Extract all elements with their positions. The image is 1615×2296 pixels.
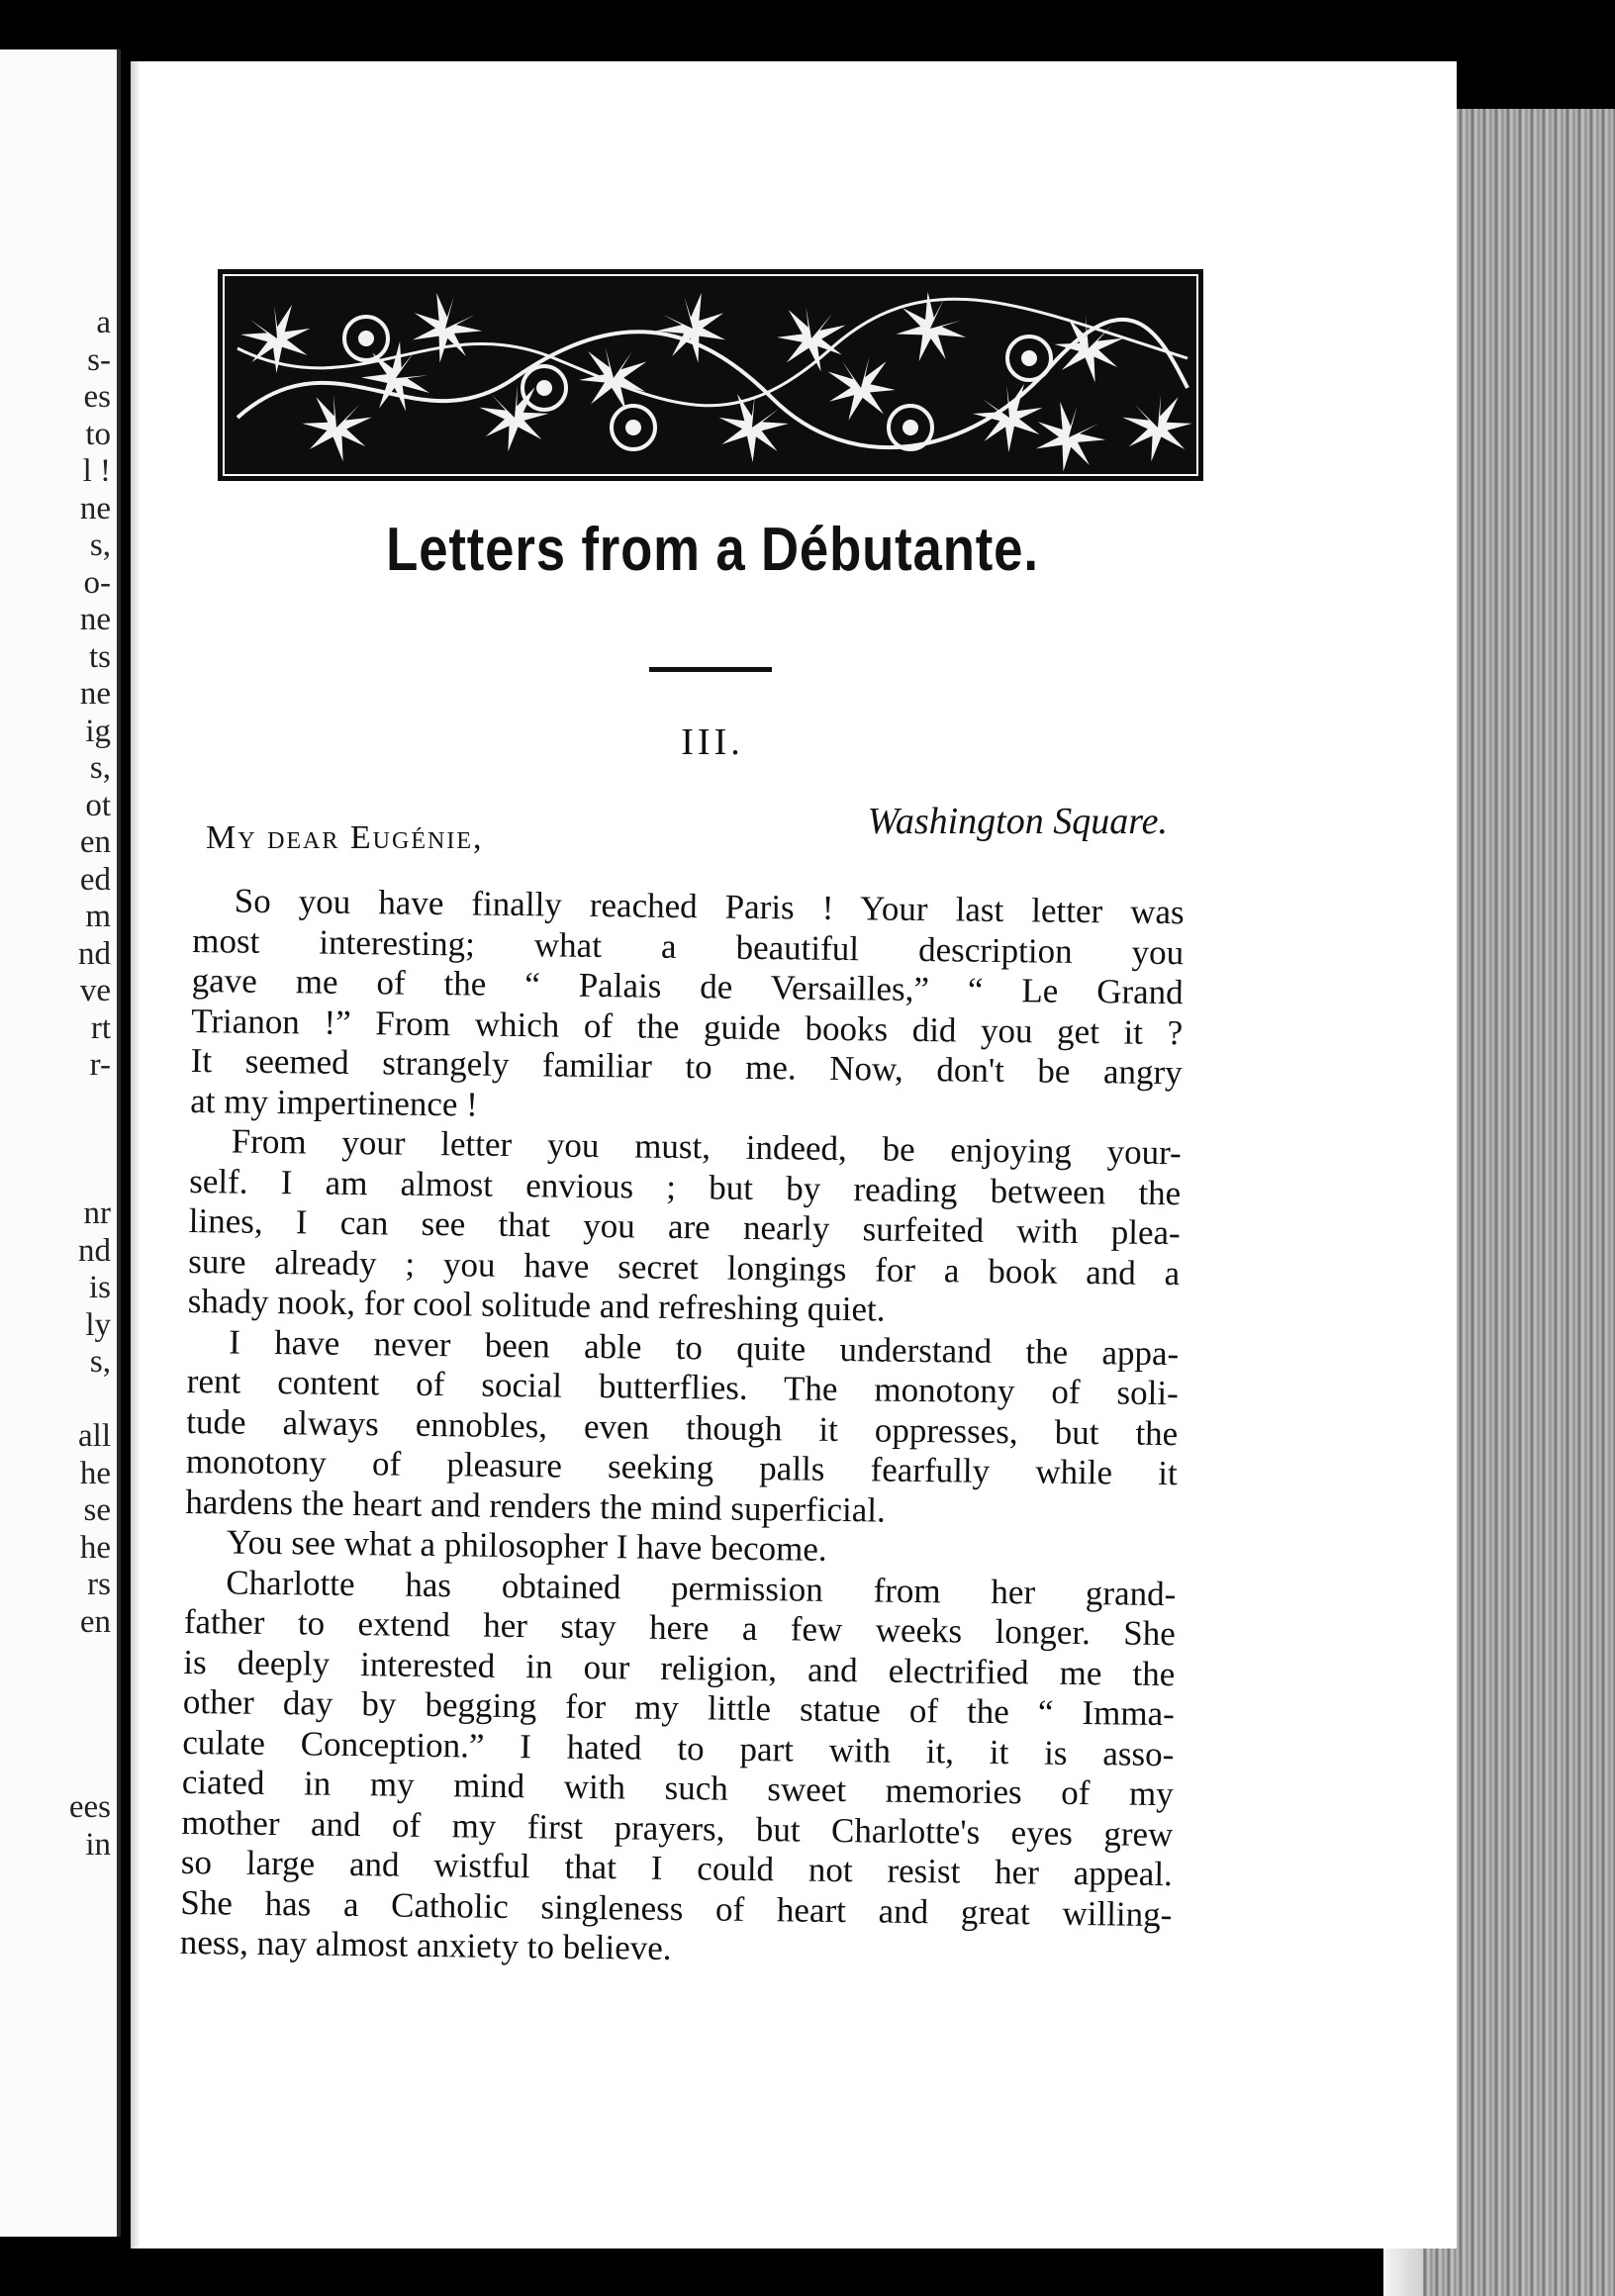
left-page-fragment: [0, 1159, 111, 1196]
left-page-fragment: in: [85, 1826, 111, 1863]
left-page-fragment: es: [83, 379, 111, 415]
letter-line: culate Conception.” I hated to part with it, it is asso-: [182, 1722, 1175, 1773]
left-page-fragment: to: [85, 416, 111, 452]
ornament-banner: [218, 269, 1203, 481]
left-page-fragment: s-: [87, 341, 111, 378]
left-page-text-fragments: [0, 305, 111, 1864]
letter-line: so large and wistful that I could not resist her appeal.: [180, 1842, 1174, 1894]
floral-vine-ornament-icon: [218, 269, 1203, 481]
left-page-fragment: ve: [79, 973, 111, 1008]
left-page-fragment: s,: [89, 527, 111, 563]
letter-line: She has a Catholic singleness of heart and great willing-: [180, 1882, 1173, 1934]
left-page-fragment: ly: [85, 1306, 111, 1343]
left-page-fragment: s,: [89, 750, 111, 786]
letter-line: ciated in my mind with such sweet memories of my: [181, 1762, 1175, 1814]
letter-line: Trianon !” From which of the guide books did you get it ?: [191, 1001, 1184, 1052]
left-page-fragment: nd: [78, 935, 111, 972]
left-page-fragment: rs: [87, 1567, 111, 1602]
left-page-fragment: s,: [89, 1344, 111, 1380]
left-page-fragment: a: [96, 305, 111, 340]
left-page-fragment: r-: [89, 1047, 111, 1083]
letter-line: monotony of pleasure seeking palls fearfully while it: [185, 1441, 1178, 1493]
letter-line: father to extend her stay here a few weeks longer. She: [183, 1601, 1177, 1654]
left-page-fragment: o-: [83, 564, 111, 601]
left-page-fragment: rt: [90, 1009, 111, 1046]
letter-line: I have never been able to quite understand the appa-: [229, 1321, 1180, 1373]
left-page-fragment: l !: [82, 453, 111, 489]
letter-line: is deeply interested in our religion, and electrified me the: [183, 1642, 1176, 1693]
letter-line: It seemed strangely familiar to me. Now, don't be angry: [190, 1040, 1183, 1093]
letter-line: shady nook, for cool solitude and refreshing quiet.: [187, 1281, 886, 1329]
letter-line: mother and of my first prayers, but Charlotte's eyes grew: [181, 1802, 1174, 1854]
left-page-fragment: en: [79, 1603, 111, 1640]
left-page-fragment: he: [79, 1529, 111, 1566]
left-page-fragment: ig: [85, 713, 111, 749]
letter-line: You see what a philosopher I have become.: [226, 1522, 827, 1569]
left-page-fragment: is: [88, 1270, 111, 1305]
letter-line: hardens the heart and renders the mind superficial.: [185, 1482, 887, 1530]
letter-place: Washington Square.: [867, 801, 1168, 842]
letter-line: sure already ; you have secret longings for a book and a: [188, 1241, 1181, 1292]
left-page-fragment: ts: [88, 638, 111, 675]
letter-line: lines, I can see that you are nearly surfeited with plea-: [188, 1200, 1181, 1253]
left-page-fragment: [0, 1753, 111, 1790]
letter-line: tude always ennobles, even though it oppresses, but the: [186, 1401, 1179, 1453]
left-page-fragment: ed: [79, 861, 111, 898]
left-page-fragment: nd: [78, 1232, 111, 1269]
title-rule: [649, 667, 772, 672]
page-title: Letters from a Débutante.: [386, 516, 1039, 584]
left-page-fragment: ne: [79, 676, 111, 712]
left-page-fragment: ot: [85, 787, 111, 823]
left-page-fragment: m: [85, 899, 111, 934]
left-page-fragment: ees: [68, 1789, 111, 1825]
left-page-fragment: ne: [79, 602, 111, 637]
left-page-fragment: [0, 1678, 111, 1716]
left-page-fragment: [0, 1085, 111, 1122]
left-page-fragment: ne: [79, 490, 111, 526]
letter-number: III.: [681, 721, 744, 763]
left-page-fragment: [0, 1382, 111, 1419]
letter-line: ness, nay almost anxiety to believe.: [179, 1922, 672, 1967]
left-page-fragment: [0, 1641, 111, 1678]
letter-line: rent content of social butterflies. The monotony of soli-: [186, 1361, 1179, 1413]
left-page-fragment: en: [79, 824, 111, 860]
letter-line: Charlotte has obtained permission from her grand-: [226, 1562, 1177, 1613]
left-page-fragment: [0, 1121, 111, 1159]
left-page-fragment: [0, 1715, 111, 1753]
letter-salutation: My dear Eugénie,: [206, 819, 484, 856]
left-page-fragment: all: [78, 1418, 111, 1454]
letter-line: at my impertinence !: [190, 1081, 479, 1124]
letter-line: self. I am almost envious ; but by reading between the: [189, 1161, 1182, 1212]
letter-line: So you have finally reached Paris ! Your last letter was: [234, 881, 1185, 932]
letter-body: [180, 881, 1185, 1975]
left-page-fragment: he: [79, 1455, 111, 1491]
letter-line: other day by begging for my little statue of the “ Imma-: [182, 1681, 1176, 1734]
left-page-fragment: se: [83, 1492, 111, 1528]
letter-line: most interesting; what a beautiful description you: [192, 920, 1185, 972]
letter-line: gave me of the “ Palais de Versailles,” “ Le Grand: [191, 960, 1184, 1012]
letter-line: From your letter you must, indeed, be enjoying your-: [231, 1121, 1182, 1173]
left-facing-page: [0, 49, 121, 2237]
left-page-fragment: nr: [83, 1196, 111, 1231]
